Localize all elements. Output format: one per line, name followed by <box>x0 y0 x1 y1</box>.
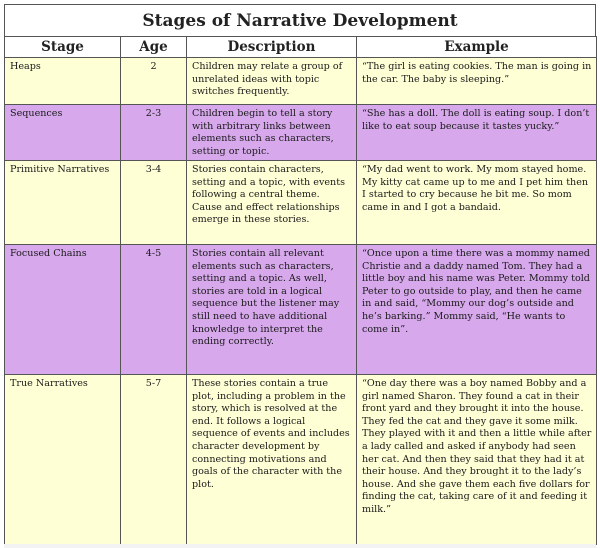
stage-cell <box>5 105 121 161</box>
table-row-true-narratives <box>5 375 597 545</box>
example-cell <box>357 245 597 375</box>
description-text: Children may relate a group of unrelated ideas with topic switches frequently. <box>192 61 343 98</box>
description-cell <box>187 105 357 161</box>
example-cell <box>357 105 597 161</box>
column-header-example: Example <box>357 37 597 58</box>
age-cell <box>121 58 187 105</box>
stages-table <box>4 36 597 545</box>
stage-cell <box>5 245 121 375</box>
example-text: “My dad went to work. My mom stayed home. My kitty cat came up to me and I pet him then I started to cry because he bit me. So mom came in and I got a bandaid. <box>362 164 589 213</box>
age-range: 2 <box>150 61 157 72</box>
table-row-heaps <box>5 58 597 105</box>
stage-cell <box>5 161 121 245</box>
description-text: Stories contain characters, setting and a topic, with events following a central theme. Cause and effect relationships emerge in these stories. <box>192 164 346 226</box>
page-title: Stages of Narrative Development <box>4 4 596 36</box>
example-cell <box>357 161 597 245</box>
example-text: “The girl is eating cookies. The man is going in the car. The baby is sleeping.” <box>362 61 592 85</box>
age-range: 4-5 <box>145 248 162 259</box>
example-text: “She has a doll. The doll is eating soup. I don’t like to eat soup because it tastes yucky.” <box>362 108 590 132</box>
age-range: 5-7 <box>145 378 162 389</box>
description-cell <box>187 161 357 245</box>
description-cell <box>187 245 357 375</box>
column-header-age: Age <box>121 37 187 58</box>
age-cell <box>121 375 187 545</box>
age-range: 2-3 <box>145 108 162 119</box>
description-text: Stories contain all relevant elements such as characters, setting and a topic. As well, stories are told in a logical sequence but the listener may still need to have additional knowledge to interpret the ending correctly. <box>192 248 340 348</box>
stage-name: Heaps <box>10 61 41 72</box>
table-row-sequences <box>5 105 597 161</box>
description-cell <box>187 375 357 545</box>
example-cell <box>357 58 597 105</box>
description-cell <box>187 58 357 105</box>
age-cell <box>121 105 187 161</box>
header-row <box>5 37 597 58</box>
stage-name: True Narratives <box>10 378 88 389</box>
example-cell <box>357 375 597 545</box>
stage-name: Sequences <box>10 108 63 119</box>
description-text: These stories contain a true plot, including a problem in the story, which is resolved at the end. It follows a logical sequence of events and includes character development by connecting motivations and goals of the character with the plot. <box>192 378 350 490</box>
description-text: Children begin to tell a story with arbitrary links between elements such as characters, setting or topic. <box>192 108 334 157</box>
example-text: “One day there was a boy named Bobby and a girl named Sharon. They found a cat in their front yard and they brought it into the house. They fed the cat and they gave it some milk. They played with it and then a little while after a lady called and asked if anybody had seen her cat. And then they said that they had it at their house. And they brought it to the lady’s house. And she gave them each five dollars for finding the cat, taking care of it and feeding it milk.” <box>362 378 592 515</box>
age-cell <box>121 245 187 375</box>
stage-name: Focused Chains <box>10 248 87 259</box>
table-row-focused-chains <box>5 245 597 375</box>
column-header-description: Description <box>187 37 357 58</box>
stage-cell <box>5 375 121 545</box>
column-header-stage: Stage <box>5 37 121 58</box>
age-range: 3-4 <box>145 164 162 175</box>
example-text: “Once upon a time there was a mommy named Christie and a daddy named Tom. They had a little boy and his name was Peter. Mommy told Peter to go outside to play, and then he came in and said, “Mommy our dog’s outside and he’s barking.” Mommy said, “He wants to come in”. <box>362 248 590 335</box>
bottom-edge <box>4 544 596 548</box>
age-cell <box>121 161 187 245</box>
table-row-primitive-narratives <box>5 161 597 245</box>
stage-name: Primitive Narratives <box>10 164 110 175</box>
stage-cell <box>5 58 121 105</box>
